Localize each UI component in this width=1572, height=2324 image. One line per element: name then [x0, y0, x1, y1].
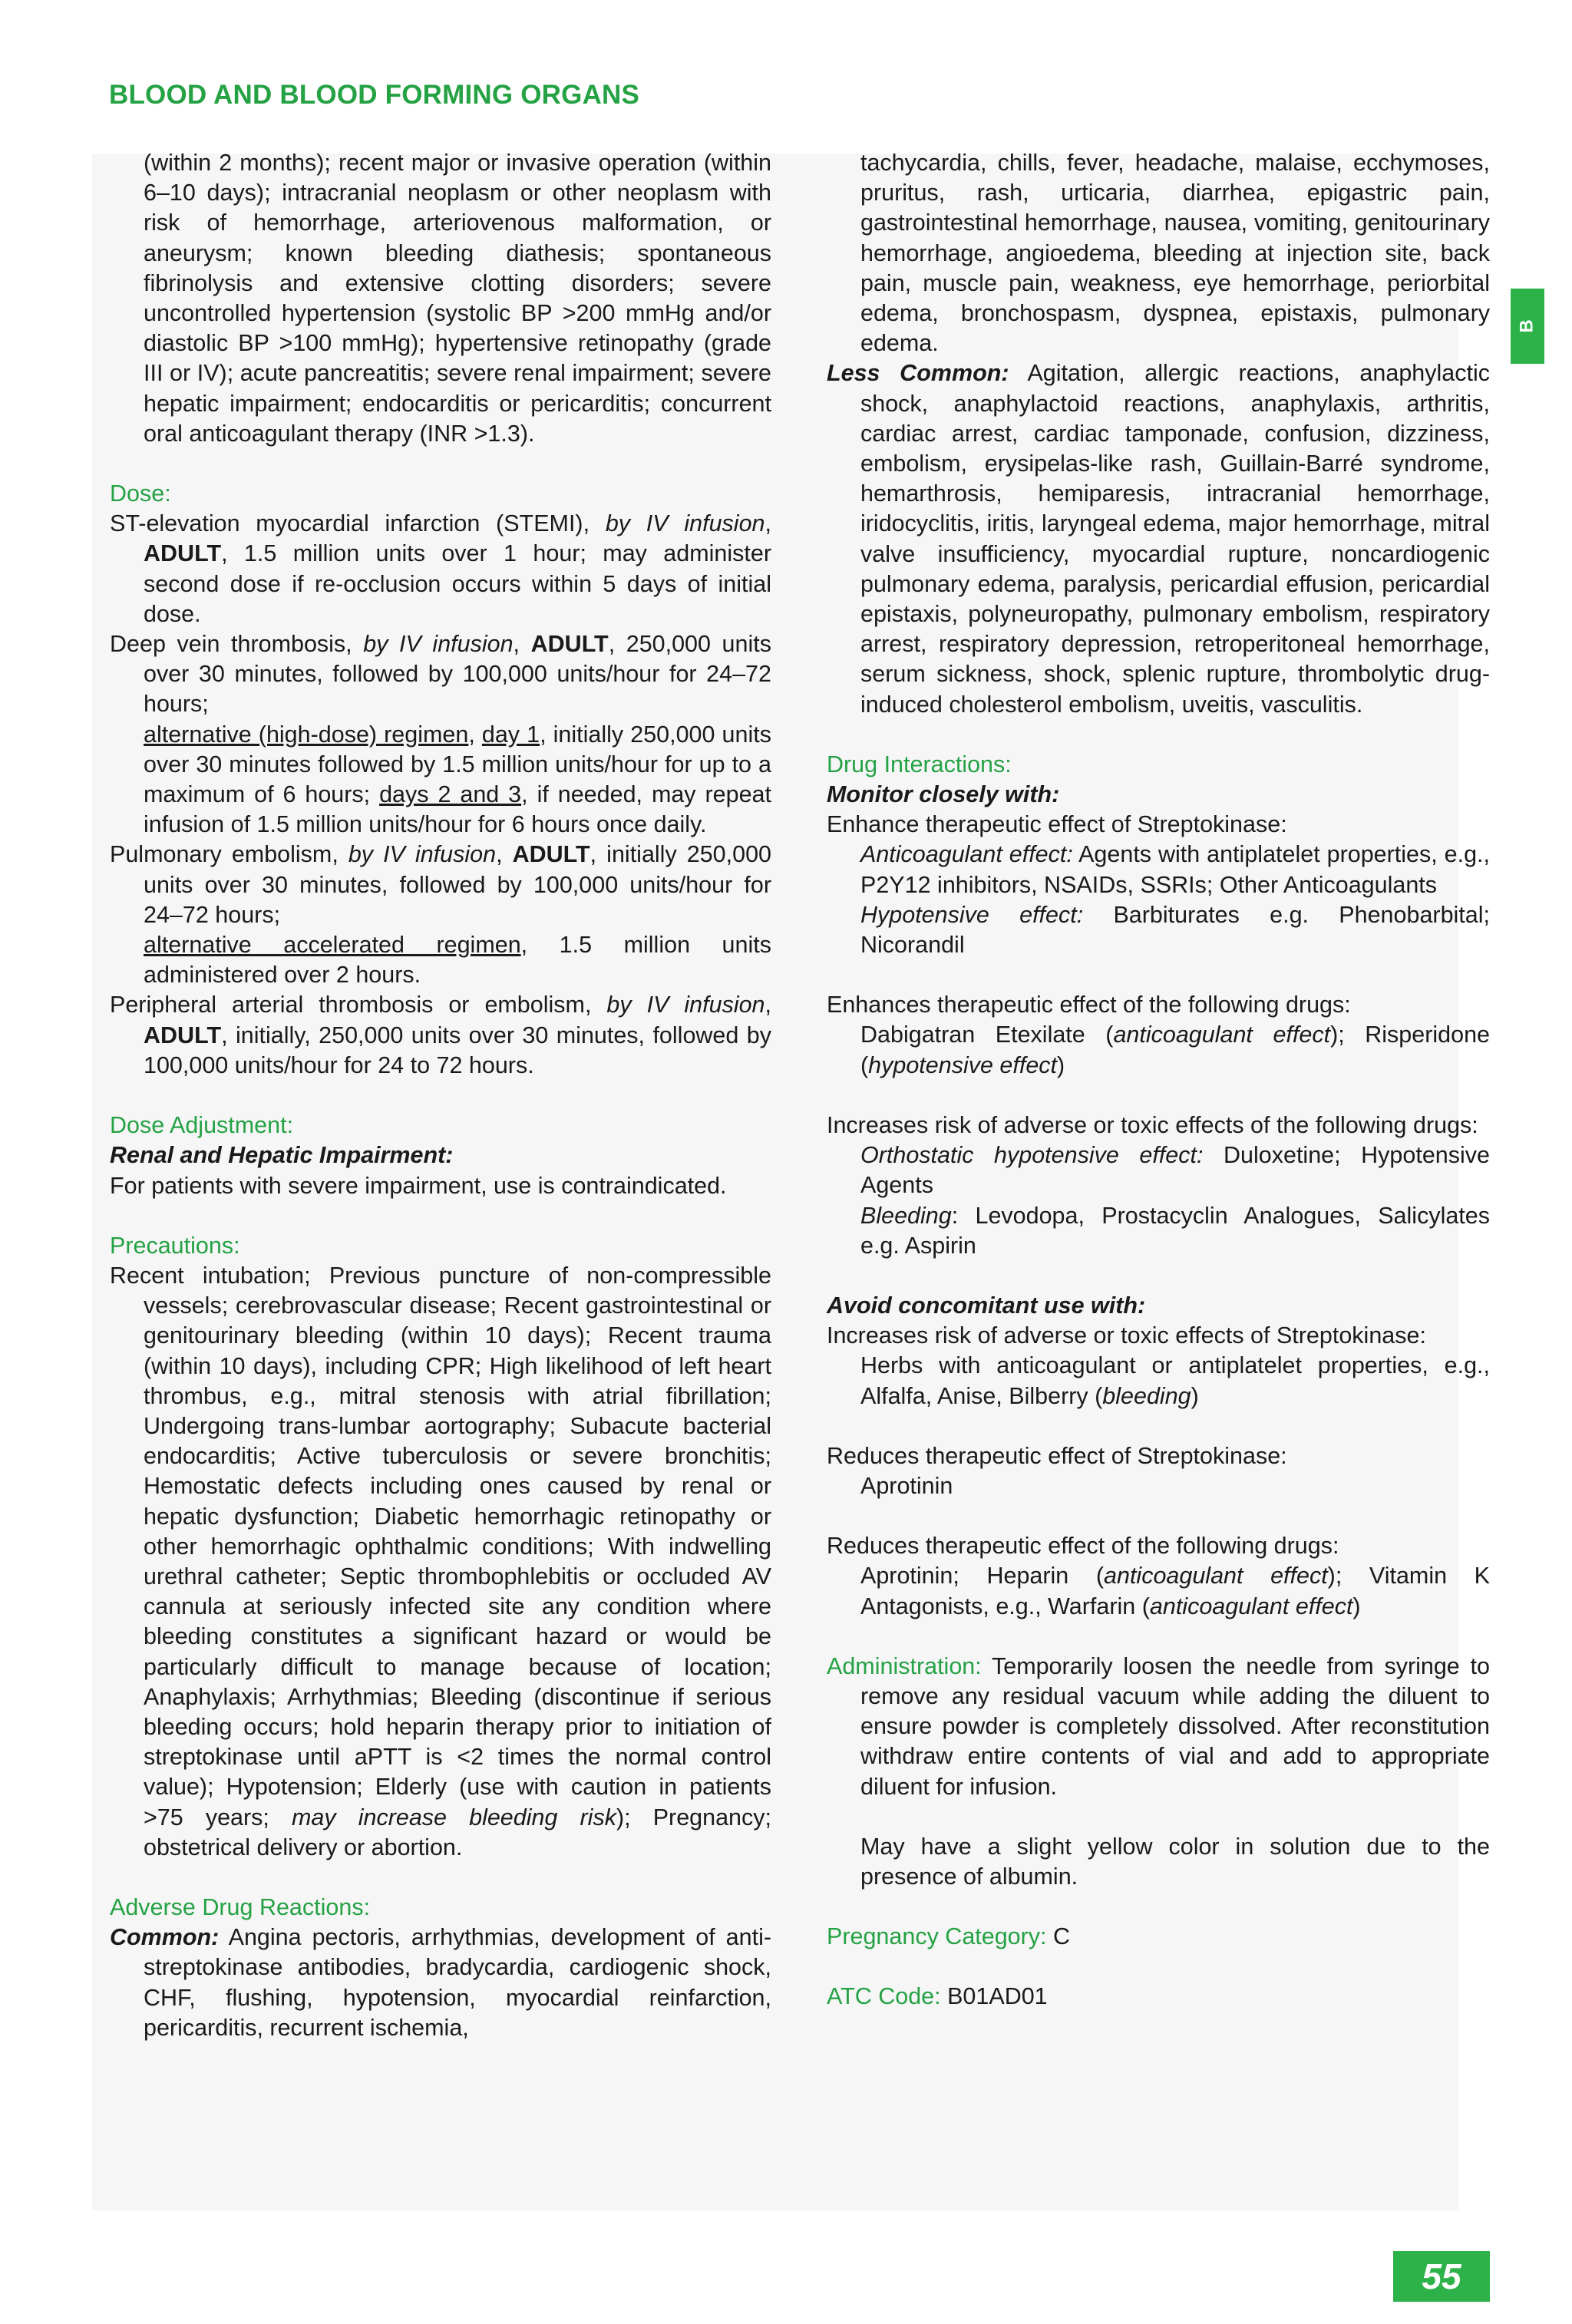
enhances-other-drugs: Enhances therapeutic effect of the following drugs: [827, 992, 1351, 1018]
precautions-text: Recent intubation; Previous puncture of non-compressible vessels; cerebrovascular disease; Recent gastrointestinal or genitourinary bleeding (within 10 days); Recent trauma (within 10 days), including CPR; High likelihood of left heart thrombus, e.g., mitral stenosis with atrial fibrillation; Undergoing trans-lumbar aortography; Subacute bacterial endocarditis; Active tuberculosis or severe bronchitis; Hemostatic defects including ones caused by renal or hepatic dysfunction; Diabetic hemorrhagic retinopathy or other hemorrhagic ophthalmic conditions; With indwelling urethral catheter; Septic thrombophlebitis or occluded AV cannula at seriously infected site any condition where bleeding constitutes a significant hazard or would be particularly difficult to manage because of location; Anaphylaxis; Arrhythmias; Bleeding (discontinue if serious bleeding occurs; hold heparin therapy prior to initiation of streptokinase until aPTT is <2 times the normal control value); Hypotension; Elderly (use with caution in patients >75 years; may increase bleeding risk); Pregnancy; obstetrical delivery or abortion. [110, 1262, 771, 1860]
orthostatic-effect: Orthostatic hypotensive effect: Duloxetine; Hypotensive Agents [860, 1142, 1490, 1199]
adverse-common: Common: Angina pectoris, arrhythmias, development of anti-streptokinase antibodies, bradycardia, cardiogenic shock, CHF, flushing, hypotension, myocardial reinfarction, pericarditis, recurrent ischemia, [110, 1924, 771, 2041]
avoid-concomitant-subheading: Avoid concomitant use with: [827, 1292, 1146, 1319]
administration: Administration: Temporarily loosen the needle from syringe to remove any residual vacuum while adding the diluent to ensure powder is completely dissolved. After reconstitution withdraw entire contents of vial and add to appropriate diluent for infusion. [827, 1652, 1490, 1800]
section-letter: B [1517, 319, 1537, 333]
administration-note: May have a slight yellow color in solution due to the presence of albumin. [860, 1833, 1490, 1890]
section-letter-tab [1511, 289, 1544, 364]
dose-dvt: Deep vein thrombosis, by IV infusion, ADULT, 250,000 units over 30 minutes, followed by 100,000 units/hour for 24–72 hours; [110, 631, 771, 718]
dose-dvt-alternative: alternative (high-dose) regimen, day 1, initially 250,000 units over 30 minutes followed by 1.5 million units/hour for up to a maximum of 6 hours; days 2 and 3, if needed, may repeat infusion of 1.5 million units/hour for 6 hours once daily. [144, 721, 771, 838]
bleeding-effect: Bleeding: Levodopa, Prostacyclin Analogues, Salicylates e.g. Aspirin [860, 1202, 1490, 1259]
reduces-other-list: Aprotinin; Heparin (anticoagulant effect); Vitamin K Antagonists, e.g., Warfarin (anticoagulant effect) [860, 1563, 1490, 1619]
hypotensive-effect: Hypotensive effect: Barbiturates e.g. Phenobarbital; Nicorandil [860, 901, 1490, 959]
dabigatran-risperidone: Dabigatran Etexilate (anticoagulant effect); Risperidone (hypotensive effect) [860, 1022, 1491, 1078]
enhance-streptokinase: Enhance therapeutic effect of Streptokinase: [827, 811, 1287, 838]
reduces-streptokinase: Reduces therapeutic effect of Streptokinase: [827, 1442, 1287, 1469]
increases-risk-other-drugs: Increases risk of adverse or toxic effects of the following drugs: [827, 1111, 1478, 1138]
left-column [110, 148, 771, 2043]
herbs-item: Herbs with anticoagulant or antiplatelet properties, e.g., Alfalfa, Anise, Bilberry (bleeding) [860, 1352, 1490, 1409]
dose-adjustment-subheading: Renal and Hepatic Impairment: [110, 1142, 454, 1169]
adverse-common-continued: tachycardia, chills, fever, headache, malaise, ecchymoses, pruritus, rash, urticaria, diarrhea, epigastric pain, gastrointestinal hemorrhage, nausea, vomiting, genitourinary hemorrhage, angioedema, bleeding at injection site, back pain, muscle pain, weakness, eye hemorrhage, periorbital edema, bronchospasm, dyspnea, epistaxis, pulmonary edema. [860, 150, 1490, 357]
precautions-heading: Precautions: [110, 1232, 240, 1259]
drug-interactions-heading: Drug Interactions: [827, 751, 1012, 777]
pregnancy-category: Pregnancy Category: C [827, 1923, 1071, 1950]
contraindications-continued: (within 2 months); recent major or invasive operation (within 6–10 days); intracranial neoplasm or other neoplasm with risk of hemorrhage, arteriovenous malformation, or aneurysm; known bleeding diathesis; spontaneous fibrinolysis and extensive clotting disorders; severe uncontrolled hypertension (systolic BP >200 mmHg and/or diastolic BP >100 mmHg); hypertensive retinopathy (grade III or IV); acute pancreatitis; severe renal impairment; severe hepatic impairment; endocarditis or pericarditis; concurrent oral anticoagulant therapy (INR >1.3). [144, 150, 771, 447]
right-column [827, 148, 1490, 2012]
adverse-reactions-heading: Adverse Drug Reactions: [110, 1893, 371, 1920]
monitor-closely-subheading: Monitor closely with: [827, 781, 1060, 808]
dose-adjustment-text: For patients with severe impairment, use is contraindicated. [110, 1172, 727, 1199]
dose-stemi: ST-elevation myocardial infarction (STEMI), by IV infusion, ADULT, 1.5 million units over 1 hour; may administer second dose if re-occlusion occurs within 5 days of initial dose. [110, 510, 771, 627]
dose-pe: Pulmonary embolism, by IV infusion, ADULT, initially 250,000 units over 30 minutes, followed by 100,000 units/hour for 24–72 hours; [110, 841, 771, 928]
page-number: 55 [1393, 2251, 1490, 2302]
increases-risk-streptokinase: Increases risk of adverse or toxic effects of Streptokinase: [827, 1322, 1426, 1349]
dose-pe-alternative: alternative accelerated regimen, 1.5 million units administered over 2 hours. [144, 932, 771, 989]
section-title: BLOOD AND BLOOD FORMING ORGANS [109, 80, 640, 110]
dose-peripheral: Peripheral arterial thrombosis or embolism, by IV infusion, ADULT, initially, 250,000 units over 30 minutes, followed by 100,000 units/hour for 24 to 72 hours. [110, 992, 771, 1078]
reduces-other-drugs: Reduces therapeutic effect of the following drugs: [827, 1533, 1339, 1560]
anticoagulant-effect: Anticoagulant effect: Agents with antiplatelet properties, e.g., P2Y12 inhibitors, NSAIDs, SSRIs; Other Anticoagulants [860, 841, 1490, 898]
adverse-less-common: Less Common: Agitation, allergic reactions, anaphylactic shock, anaphylactoid reactions, anaphylaxis, arthritis, cardiac arrest, cardiac tamponade, confusion, dizziness, embolism, erysipelas-like rash, Guillain-Barré syndrome, hemarthrosis, hemiparesis, intracranial hemorrhage, iridocyclitis, iritis, laryngeal edema, major hemorrhage, mitral valve insufficiency, myocardial rupture, noncardiogenic pulmonary edema, paralysis, pericardial effusion, pericardial epistaxis, polyneuropathy, pulmonary embolism, respiratory arrest, respiratory depression, retroperitoneal hemorrhage, serum sickness, shock, splenic rupture, thrombolytic drug-induced cholesterol embolism, uveitis, vasculitis. [827, 360, 1490, 718]
atc-code: ATC Code: B01AD01 [827, 1983, 1048, 2010]
aprotinin-item: Aprotinin [860, 1472, 953, 1499]
dose-adjustment-heading: Dose Adjustment: [110, 1112, 294, 1139]
dose-heading: Dose: [110, 480, 171, 507]
